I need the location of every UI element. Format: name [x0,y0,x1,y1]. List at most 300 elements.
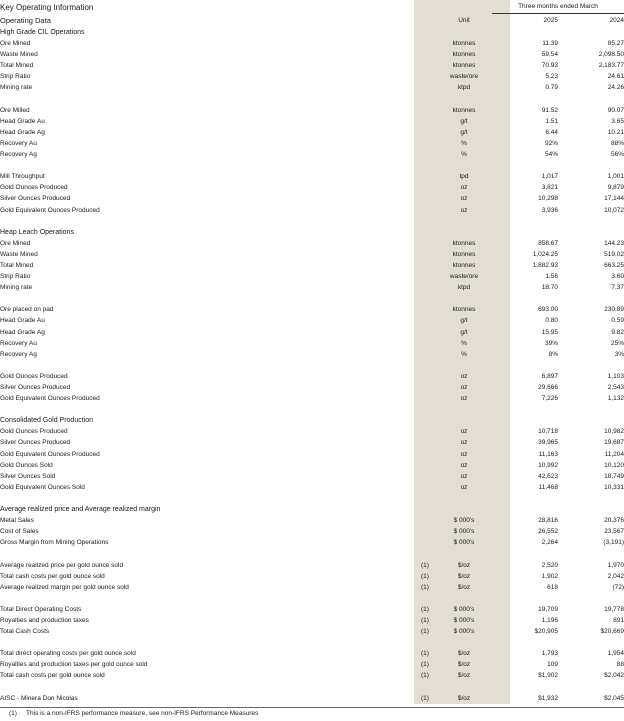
row-value-2024: 11,204 [604,450,624,458]
row-unit: $ 000's [453,616,475,624]
row-value-2025: 92% [544,139,558,147]
row-footnote-ref: (1) [421,572,429,580]
table-row [0,171,624,182]
row-value-2024: 24.26 [607,84,624,92]
row-label: Total Mined [0,261,34,269]
row-label: Mining rate [0,84,33,92]
row-value-2024: 23,567 [604,528,624,536]
row-footnote-ref [414,449,436,460]
row-footnote-ref [414,548,436,559]
spacer-row [0,160,624,171]
row-unit [436,593,492,604]
table-row [0,437,624,448]
row-footnote-ref [414,315,436,326]
section-spacer-row [0,493,624,504]
row-value-2025: 1,793 [541,650,558,658]
table-row [0,626,624,637]
row-footnote-ref [414,205,436,216]
row-footnote-ref: (1) [421,616,429,624]
row-value-2025: 18.70 [541,284,558,292]
row-footnote-ref [414,304,436,315]
row-label: Gold Ounces Produced [0,184,68,192]
row-label: Gold Equivalent Ounces Produced [0,450,100,458]
row-unit [436,360,492,371]
row-label: Cost of Sales [0,528,39,536]
row-unit: oz [460,395,468,403]
row-footnote-ref [414,160,436,171]
row-value-2024: 663.25 [604,261,624,269]
row-unit: $/oz [457,661,471,669]
row-value-2024 [558,94,624,105]
section-header-cell [436,504,492,515]
row-label: Total Mined [0,62,34,70]
row-unit: oz [460,472,468,480]
row-footnote-ref [414,193,436,204]
row-footnote-ref [414,182,436,193]
row-unit [436,682,492,693]
spacer-cell [414,493,436,504]
spacer-row [0,94,624,105]
row-unit: $ 000's [453,528,475,536]
row-label [0,593,414,604]
table-row [0,71,624,82]
row-label [0,293,414,304]
table-row [0,205,624,216]
row-label: Gold Equivalent Ounces Produced [0,395,100,403]
row-value-2024: 2,183.77 [598,62,624,70]
spacer-cell [0,493,414,504]
row-footnote-ref [414,593,436,604]
table-row [0,282,624,293]
row-unit: g/t [460,317,468,325]
row-value-2024: 19,778 [604,605,624,613]
row-value-2025: 70.93 [541,62,558,70]
row-value-2024: 10,072 [604,206,624,214]
row-value-2024: 891 [613,616,624,624]
row-unit [436,548,492,559]
spacer-cell [436,404,492,415]
row-footnote-ref [414,338,436,349]
row-footnote-ref [414,94,436,105]
row-unit: ktonnes [452,250,476,258]
row-label: Gold Equivalent Ounces Produced [0,206,100,214]
row-value-2025: 1,024.25 [532,250,558,258]
section-header-cell [414,227,436,238]
row-unit: $ 000's [453,539,475,547]
table-header-row-2 [0,14,624,28]
row-footnote-ref [414,82,436,93]
table-row [0,537,624,548]
row-value-2024: 3% [614,350,624,358]
row-value-2025: 91.52 [541,106,558,114]
table-row [0,238,624,249]
row-value-2024: 17,144 [604,195,624,203]
row-unit: oz [460,461,468,469]
row-footnote-ref [414,526,436,537]
row-value-2024: 1,970 [607,561,624,569]
row-label: Average realized margin per gold ounce sold [0,583,129,591]
row-label: Average realized price per gold ounce sold [0,561,124,569]
section-header-cell [414,504,436,515]
row-label: Ore Mined [0,239,31,247]
row-unit: ktpd [457,284,471,292]
row-footnote-ref [414,349,436,360]
section-header-cell [558,415,624,426]
row-value-2024: 24.61 [607,73,624,81]
spacer-row [0,293,624,304]
row-label: Total Direct Operating Costs [0,605,82,613]
row-value-2025: 11,163 [538,450,558,458]
row-label [0,160,414,171]
row-value-2024: 85.27 [607,40,624,48]
row-value-2025: 6,897 [541,372,558,380]
row-value-2025: 39% [544,339,558,347]
row-footnote-ref [414,238,436,249]
table-row [0,105,624,116]
row-footnote-ref [414,138,436,149]
section-header-cell [436,227,492,238]
row-value-2025: 618 [547,583,558,591]
row-footnote-ref [414,49,436,60]
row-unit: oz [460,450,468,458]
row-footnote-ref: (1) [421,672,429,680]
table-row [0,82,624,93]
row-label: Total Cash Costs [0,628,50,636]
row-unit: $/oz [457,561,471,569]
table-row [0,371,624,382]
row-value-2025 [492,548,558,559]
row-value-2025: 29,666 [538,384,558,391]
row-value-2024: 18,749 [604,472,624,480]
spacer-cell [492,493,558,504]
table-body [0,27,624,704]
row-value-2024 [558,548,624,559]
section-header-row [0,227,624,238]
row-value-2025 [492,637,558,648]
table-row [0,60,624,71]
spacer-cell [558,493,624,504]
row-value-2024: 19,687 [604,439,624,447]
row-footnote-ref [414,682,436,693]
row-value-2025 [492,682,558,693]
section-header-cell [414,415,436,426]
row-label: Gold Ounces Produced [0,428,68,436]
row-unit: ktonnes [452,40,476,48]
spacer-row [0,548,624,559]
row-value-2024: $20,669 [600,628,624,636]
row-value-2025 [492,360,558,371]
section-header-cell [492,227,558,238]
spacer-cell [0,404,414,415]
section-title: Consolidated Gold Production [0,417,94,425]
table-row [0,471,624,482]
row-value-2025: 19,709 [538,605,558,613]
row-unit: ktonnes [452,261,476,269]
table-row [0,515,624,526]
row-unit: oz [460,384,468,391]
table-row [0,249,624,260]
row-value-2025 [492,160,558,171]
row-label [0,637,414,648]
row-value-2025: 11,468 [538,483,558,491]
row-label: Waste Mined [0,51,38,59]
row-value-2024: 9,879 [607,184,624,192]
row-label: Gold Ounces Sold [0,461,53,469]
section-title: Average realized price and Average realized margin [0,506,161,514]
row-label [0,682,414,693]
table-row [0,571,624,582]
spacer-row [0,360,624,371]
row-value-2025: 3,821 [541,184,558,192]
row-value-2024 [558,682,624,693]
row-value-2025: 1.56 [545,273,558,281]
row-label: Total direct operating costs per gold ounce sold [0,650,136,658]
row-value-2024: 2,098.50 [598,51,624,59]
row-footnote-ref [414,537,436,548]
row-value-2024: 519.02 [604,250,624,258]
table-row [0,338,624,349]
table-row [0,426,624,437]
row-value-2024: 3.65 [611,117,624,125]
row-unit: ktonnes [452,51,476,59]
row-label: Gross Margin from Mining Operations [0,539,109,547]
row-label: Silver Ounces Produced [0,384,71,391]
row-value-2025: 42,623 [538,472,558,480]
table-row [0,182,624,193]
table-row [0,482,624,493]
row-label: Head Grade Au [0,317,45,325]
row-unit: oz [460,428,468,436]
table-header-row-1 [0,0,624,14]
row-value-2024: $2,045 [604,694,624,702]
section-spacer-row [0,216,624,227]
row-unit: ktonnes [452,62,476,70]
header-note-spacer [414,0,436,14]
row-unit: ktonnes [452,106,476,114]
column-header-year-current: 2025 [543,17,558,24]
row-value-2024: 1,103 [607,372,624,380]
row-unit: $ 000's [453,605,475,613]
row-unit: ktonnes [452,306,476,314]
row-value-2024: 2,543 [607,384,624,391]
row-footnote-ref [414,327,436,338]
table-row [0,615,624,626]
table-row [0,582,624,593]
footnote-area [0,707,624,717]
row-value-2024 [558,160,624,171]
spacer-cell [0,216,414,227]
spacer-cell [492,216,558,227]
row-value-2025: 6.44 [545,128,558,136]
row-footnote-ref [414,105,436,116]
row-footnote-ref [414,426,436,437]
row-value-2025: 1,902 [541,572,558,580]
table-row [0,304,624,315]
row-value-2024: 9.82 [611,328,624,336]
row-value-2024: 88% [611,139,624,147]
table-row [0,327,624,338]
row-label [0,360,414,371]
footnote-marker: (1) [9,710,17,717]
table-row [0,648,624,659]
row-value-2025: 10,992 [538,461,558,469]
section-header-cell [558,504,624,515]
spacer-cell [436,216,492,227]
spacer-cell [558,404,624,415]
row-unit [436,637,492,648]
row-value-2025: 15.95 [541,328,558,336]
row-label: Royalties and production taxes per gold ounce sold [0,661,148,669]
row-value-2025: 5.23 [545,73,558,81]
table-row [0,670,624,681]
row-value-2025: $1,902 [538,672,558,680]
row-value-2024: 3.60 [611,273,624,281]
row-value-2024: 20,376 [604,517,624,525]
row-value-2024: 25% [611,339,624,347]
row-unit: oz [460,483,468,491]
row-footnote-ref [414,60,436,71]
column-header-unit: Unit [458,17,470,24]
row-label: AISC - Minera Don Nicolas [0,694,78,702]
row-unit: g/t [460,128,468,136]
table-row [0,38,624,49]
section-header-row [0,27,624,38]
row-value-2024: 10,982 [604,428,624,436]
row-value-2025: 1,017 [541,173,558,181]
row-unit: oz [460,184,468,192]
section-title: Heap Leach Operations [0,228,74,236]
row-value-2025: 1,196 [541,616,558,624]
section-header-cell [414,27,436,38]
section-title: High Grade CIL Operations [0,29,85,36]
row-value-2025: 26,552 [538,528,558,536]
row-unit: $/oz [457,650,471,658]
row-footnote-ref [414,482,436,493]
table-row [0,193,624,204]
row-value-2024: 7.37 [611,284,624,292]
row-value-2025: 8% [548,350,558,358]
row-value-2025: 858.67 [538,239,558,247]
row-label: Recovery Ag [0,350,37,358]
section-header-cell [492,504,558,515]
row-footnote-ref [414,515,436,526]
table-row [0,349,624,360]
row-unit: % [461,350,467,358]
row-value-2025: 693.00 [538,306,558,314]
row-footnote-ref: (1) [421,650,429,658]
row-value-2025: $20,905 [534,628,558,636]
row-footnote-ref [414,171,436,182]
row-value-2025: 54% [544,151,558,159]
row-unit: oz [460,206,468,214]
row-unit: $ 000's [453,628,475,636]
row-value-2024: 1,132 [607,395,624,403]
spacer-cell [414,404,436,415]
row-footnote-ref [414,371,436,382]
row-unit: waste/ore [449,73,479,81]
spacer-cell [492,404,558,415]
table-row [0,138,624,149]
table-row [0,149,624,160]
table-row [0,315,624,326]
spacer-cell [414,216,436,227]
row-label: Waste Mined [0,250,38,258]
row-value-2025: 109 [547,661,558,669]
row-footnote-ref [414,71,436,82]
row-footnote-ref [414,293,436,304]
row-label: Head Grade Ag [0,328,45,336]
table-row [0,260,624,271]
row-value-2025: 10,718 [538,428,558,436]
row-label: Recovery Au [0,339,37,347]
row-unit: $/oz [457,572,471,580]
row-value-2024: 10,120 [604,461,624,469]
row-label: Ore Mined [0,40,31,48]
page-subtitle: Operating Data [0,16,51,25]
section-header-cell [558,27,624,38]
row-footnote-ref [414,393,436,404]
table-row [0,382,624,393]
row-value-2024: (3,191) [603,539,624,547]
table-row [0,604,624,615]
row-unit: oz [460,372,468,380]
row-label: Head Grade Au [0,117,45,125]
row-value-2025: 1.51 [545,117,558,125]
row-value-2025: 0.80 [545,317,558,325]
row-unit: oz [460,195,468,203]
header-note-spacer-2 [414,14,436,28]
footnote-text: This is a non-IFRS performance measure, see non-IFRS Performance Measures [26,710,259,717]
row-footnote-ref [414,127,436,138]
row-footnote-ref [414,360,436,371]
table-row [0,49,624,60]
spacer-row [0,637,624,648]
table-row [0,271,624,282]
row-unit: $/oz [457,583,471,591]
row-label: Gold Ounces Produced [0,372,68,380]
row-footnote-ref [414,271,436,282]
row-unit: oz [460,439,468,447]
row-value-2024: 144.23 [604,239,624,247]
table-row [0,693,624,704]
row-footnote-ref: (1) [421,694,429,702]
row-unit: $ 000's [453,517,475,525]
section-header-cell [436,415,492,426]
row-value-2024 [558,593,624,604]
spacer-row [0,682,624,693]
row-value-2024: 10,331 [604,483,624,491]
table-row [0,560,624,571]
row-unit: $/oz [457,694,471,702]
row-label: Total cash costs per gold ounce sold [0,572,105,580]
section-header-row [0,504,624,515]
section-header-cell [558,227,624,238]
row-value-2024: 10.21 [607,128,624,136]
row-footnote-ref [414,260,436,271]
row-unit: % [461,151,467,159]
row-label: Strip Ratio [0,73,31,81]
row-unit: g/t [460,117,468,125]
row-label: Recovery Au [0,139,37,147]
row-footnote-ref [414,116,436,127]
row-unit: ktpd [457,84,471,92]
row-label [0,94,414,105]
row-value-2024: 90.07 [607,106,624,114]
row-value-2024: 0.59 [611,317,624,325]
row-value-2025: 1,882.93 [532,261,558,269]
section-header-cell [436,27,492,38]
row-footnote-ref [414,149,436,160]
